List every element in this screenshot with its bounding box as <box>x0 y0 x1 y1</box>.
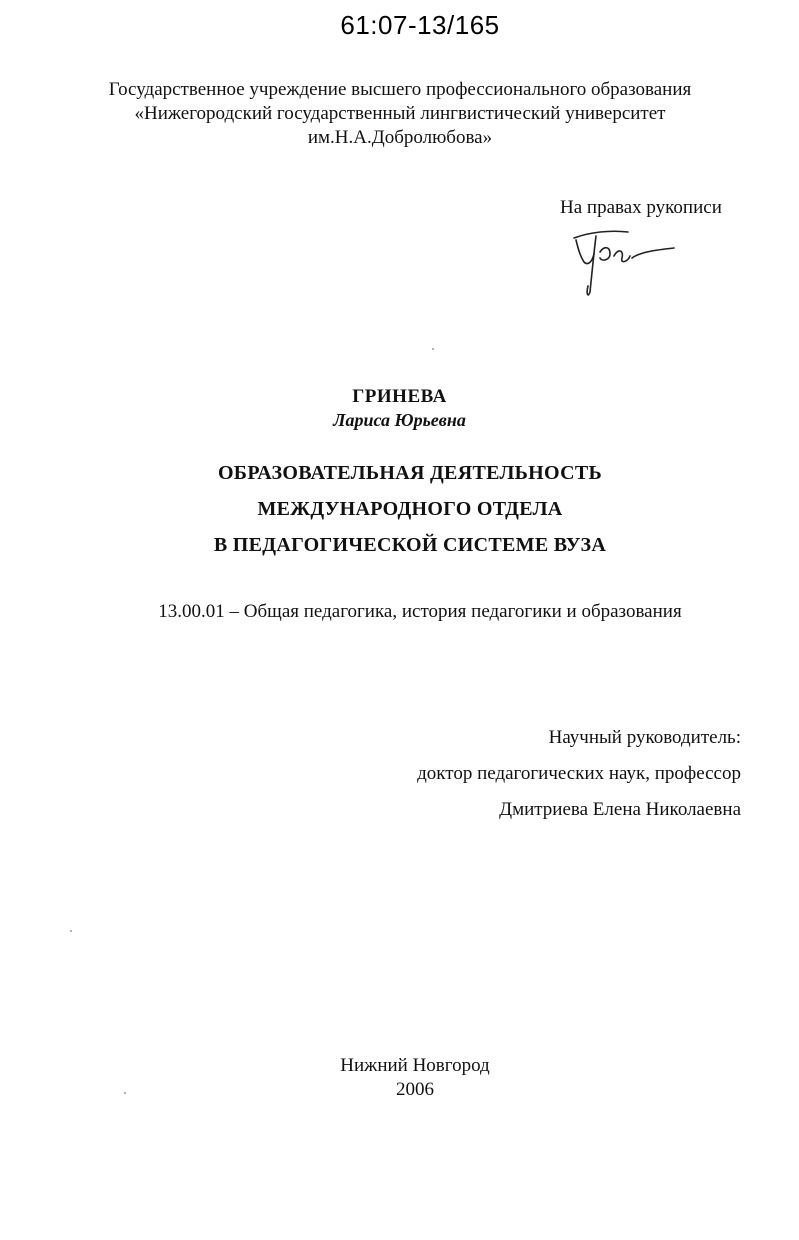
institution-line-3: им.Н.А.Добролюбова» <box>307 127 493 148</box>
institution-line-1: Государственное учреждение высшего профессионального образования <box>108 79 692 100</box>
scan-speck <box>70 930 72 932</box>
title-line-1: ОБРАЗОВАТЕЛЬНАЯ ДЕЯТЕЛЬНОСТЬ <box>217 462 603 484</box>
supervisor-degree: доктор педагогических наук, профессор <box>417 763 741 784</box>
scan-speck <box>124 1092 126 1094</box>
institution-line-2: «Нижегородский государственный лингвистический университет <box>134 103 666 124</box>
author-name: Лариса Юрьевна <box>333 410 466 430</box>
dissertation-title <box>100 455 720 563</box>
institution-header <box>40 78 760 150</box>
manuscript-rights-label: На правах рукописи <box>560 197 722 218</box>
author-surname: ГРИНЕВА <box>352 386 447 407</box>
specialty-code: 13.00.01 – Общая педагогика, история педагогики и образования <box>158 601 682 622</box>
scan-speck <box>432 348 434 350</box>
signature-icon <box>570 222 680 302</box>
archive-stamp: 61:07-13/165 <box>340 10 500 40</box>
supervisor-block <box>321 720 741 828</box>
title-line-2: МЕЖДУНАРОДНОГО ОТДЕЛА <box>257 498 563 520</box>
supervisor-name: Дмитриева Елена Николаевна <box>499 799 741 820</box>
year: 2006 <box>396 1079 434 1100</box>
supervisor-label: Научный руководитель: <box>548 727 741 748</box>
city: Нижний Новгород <box>340 1055 490 1076</box>
title-line-3: В ПЕДАГОГИЧЕСКОЙ СИСТЕМЕ ВУЗА <box>213 534 607 556</box>
